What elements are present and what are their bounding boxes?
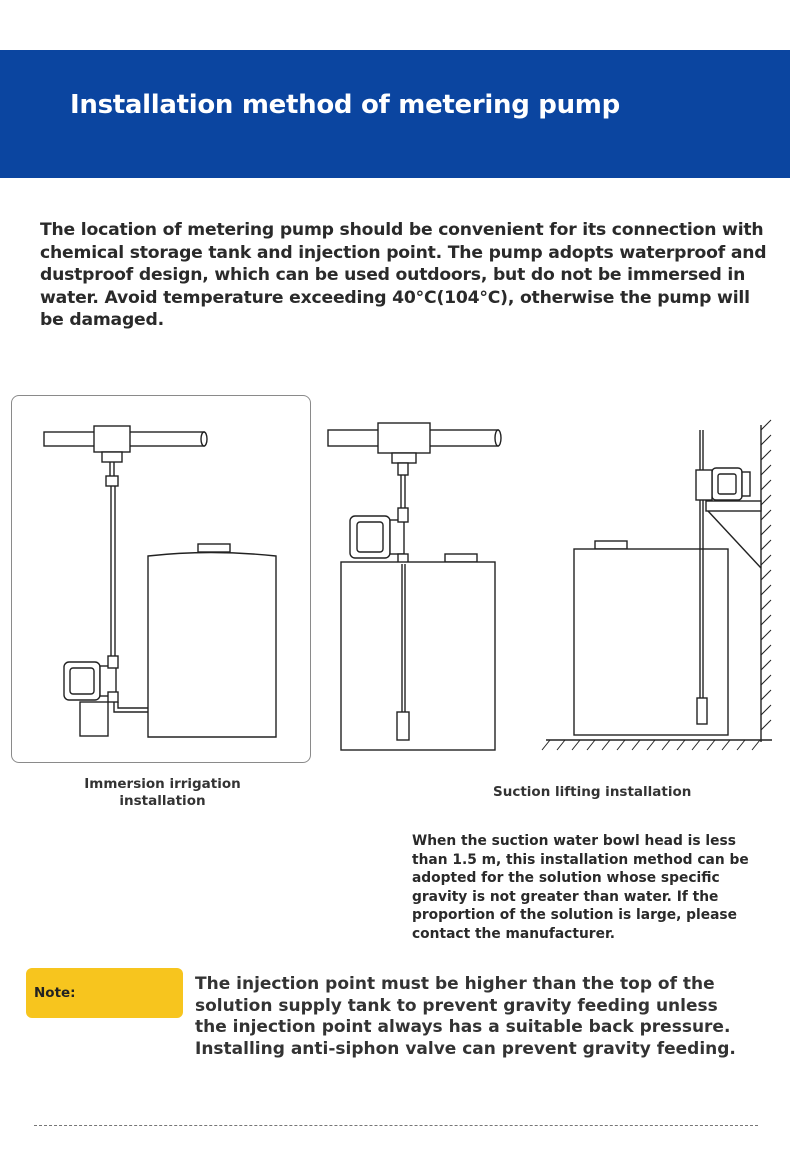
intro-paragraph: The location of metering pump should be convenient for its connection with chemical storage tank and injection point. The pump adopts waterproof and dustproof design, which can be used outdoors, but do not be immersed in water. Avoid temperature exceeding 40°C(104°C), otherwise the pump will be damaged. [40,220,767,330]
note-text: The injection point must be higher than the top of the solution supply tank to prevent gravity feeding unless the injection point always has a suitable back pressure. Installing anti-siphon valve can prevent gravity feeding. [195,974,736,1059]
note-badge [26,968,183,1018]
immersion-diagram [44,426,276,737]
suction-diagram [328,423,501,750]
note-label: Note: [34,985,76,1001]
immersion-caption: Immersion irrigation installation [84,776,241,809]
suction-note-paragraph: When the suction water bowl head is less than 1.5 m, this installation method can be adopted for the solution whose specific gravity is not greater than water. If the proportion of the solution is large, please contact the manufacturer. [412,833,749,942]
storage-tank [148,544,276,737]
page-title: Installation method of metering pump [70,90,620,120]
suction-caption: Suction lifting installation [493,784,692,800]
footer-divider [34,1125,758,1126]
metering-pump [64,656,118,736]
wall-mount-diagram [542,420,772,750]
injection-pipe [44,426,207,462]
